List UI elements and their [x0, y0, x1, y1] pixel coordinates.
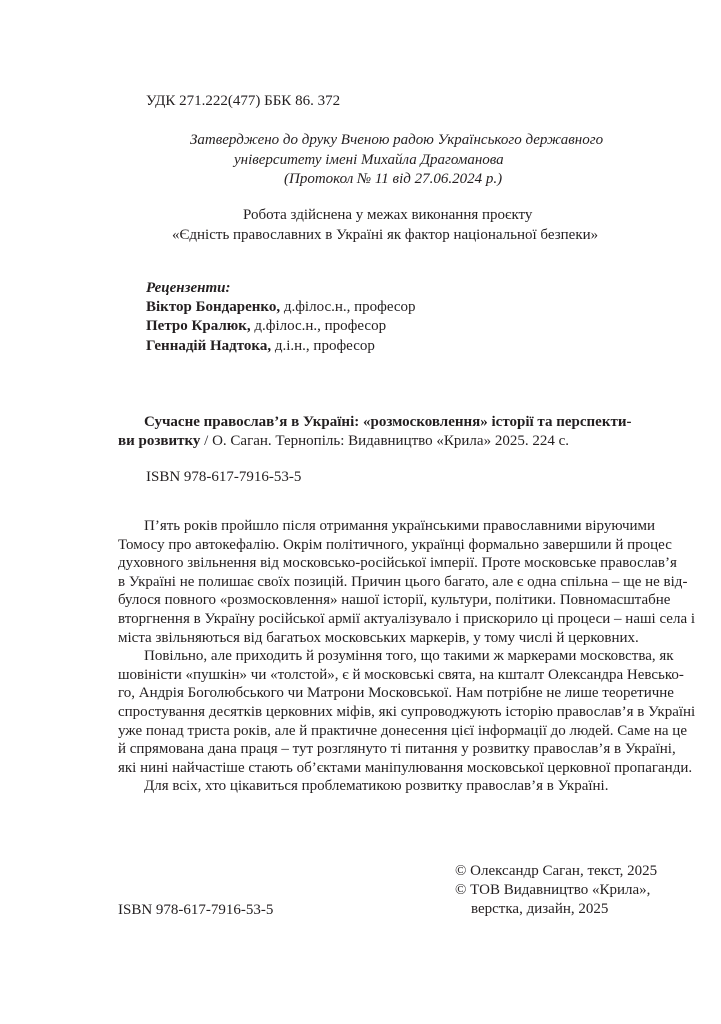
classification-codes: УДК 271.222(477) ББК 86. 372 [146, 93, 341, 109]
abstract-line: го, Андрія Боголюбського чи Матрони Московської. Нам потрібне не лише теоретичне [118, 685, 674, 702]
abstract-line: Томосу про автокефалію. Окрім політичного, українці формально завершили й процес [118, 536, 672, 553]
abstract [118, 517, 696, 796]
citation-details: / О. Саган. Тернопіль: Видавництво «Крила» 2025. 224 с. [200, 432, 569, 449]
abstract-line: духовного звільнення від московсько-російської імперії. Проте московське православ’я [118, 555, 677, 572]
project-title: «Єдність православних в Україні як фактор національної безпеки» [172, 227, 599, 243]
project-line: Робота здійснена у межах виконання проєкту [243, 207, 533, 223]
copyright-line: верстка, дизайн, 2025 [471, 901, 609, 917]
abstract-line: Для всіх, хто цікавиться проблематикою розвитку православ’я в Україні. [144, 778, 609, 795]
abstract-line: в Україні не полишає своїх позицій. Причин цього багато, але є одна спільна – ще не від- [118, 573, 688, 590]
abstract-line: уже понад триста років, але й практичне донесення цієї інформації до людей. Саме на це [118, 722, 687, 739]
isbn-bottom: ISBN 978-617-7916-53-5 [118, 902, 274, 918]
copyright-line: © ТОВ Видавництво «Крила», [455, 882, 651, 898]
reviewer-title: д.філос.н., професор [250, 318, 387, 334]
reviewer [146, 298, 416, 317]
abstract-line: вторгнення в Україну російської армії актуалізувало і прискорило ці процеси – наші села і [118, 610, 696, 627]
reviewers-heading: Рецензенти: [146, 280, 231, 296]
reviewer-name: Геннадій Надтока, [146, 338, 272, 354]
reviewer-title: д.і.н., професор [271, 338, 375, 354]
approval-line: університету імені Михайла Драгоманова [234, 152, 504, 168]
abstract-line: спростування десятків церковних міфів, які супроводжують історію православ’я в Україні [118, 703, 696, 720]
reviewer-title: д.філос.н., професор [280, 299, 416, 315]
reviewer-name: Петро Кралюк, [146, 318, 251, 334]
approval-line: (Протокол № 11 від 27.06.2024 р.) [284, 171, 503, 187]
abstract-line: Повільно, але приходить й розуміння того, що такими ж маркерами московства, як [144, 648, 674, 665]
citation [118, 413, 632, 450]
isbn-top: ISBN 978-617-7916-53-5 [146, 469, 302, 485]
reviewer-name: Віктор Бондаренко, [146, 299, 281, 315]
abstract-line: П’ять років пройшло після отримання українськими православними віруючими [144, 518, 656, 534]
abstract-line: які нині найчастіше стають об’єктами маніпулювання московської церковної пропаганди. [118, 759, 693, 776]
approval-line: Затверджено до друку Вченою радою Українського державного [190, 132, 604, 148]
abstract-line: міста звільняються від багатьох московських маркерів, у тому числі й церковних. [118, 629, 639, 646]
abstract-line: шовіністи «пушкін» чи «толстой», є й московські свята, на кшталт Олександра Невсько- [118, 666, 684, 683]
reviewer [146, 317, 386, 336]
abstract-line: булося повного «розмосковлення» нашої історії, культури, політики. Повномасштабне [118, 592, 671, 609]
abstract-line: й спрямована дана праця – тут розглянуто ті питання у розвитку православ’я в Україні, [118, 741, 676, 758]
citation-title-end: ви розвитку [118, 432, 201, 449]
reviewer [146, 337, 375, 356]
citation-title: Сучасне православ’я в Україні: «розмосковлення» історії та перспекти- [144, 414, 632, 430]
copyright-line: © Олександр Саган, текст, 2025 [455, 863, 658, 879]
